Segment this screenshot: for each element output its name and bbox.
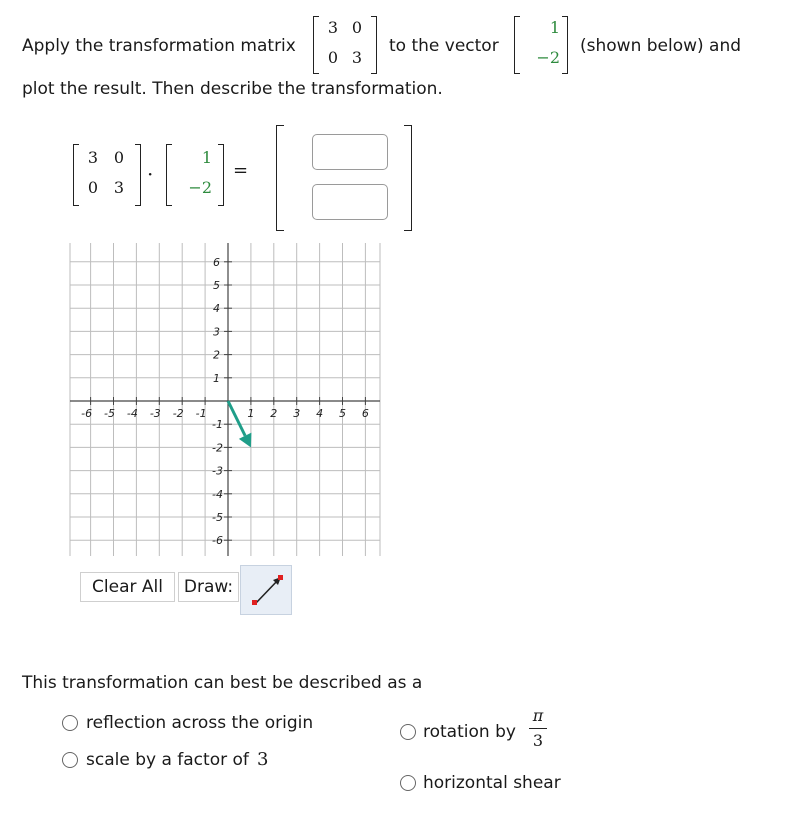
rotation-denominator: 3: [532, 731, 544, 750]
option-rotation[interactable]: [400, 706, 570, 762]
question-vector: [514, 16, 568, 74]
answer-x-input[interactable]: [312, 134, 388, 170]
option-rotation-label: rotation by: [423, 722, 516, 742]
x-tick-label: -4: [126, 407, 138, 420]
y-tick-label: -4: [212, 487, 223, 501]
option-reflection[interactable]: [62, 713, 362, 735]
radio-reflection[interactable]: [62, 715, 78, 731]
y-tick-label: -2: [212, 441, 223, 455]
option-shear[interactable]: [400, 773, 590, 795]
x-tick-label: 2: [270, 407, 278, 420]
eq-matrix-b: 0: [113, 148, 125, 167]
axes: [70, 243, 380, 556]
dot-operator: ·: [147, 162, 154, 186]
x-tick-label: 5: [339, 407, 346, 420]
radio-rotation[interactable]: [400, 724, 416, 740]
x-tick-label: -1: [195, 407, 207, 420]
draw-label: Draw:: [178, 572, 239, 602]
option-scale[interactable]: [62, 750, 322, 772]
question-to-vector: to the vector: [389, 36, 499, 56]
question-shown-below: (shown below) and: [580, 36, 742, 56]
question-matrix: [313, 16, 377, 74]
matrix-a: 3: [327, 18, 339, 37]
answer-vector: [276, 125, 412, 231]
eq-matrix-d: 3: [113, 178, 125, 197]
radio-scale[interactable]: [62, 752, 78, 768]
equals-sign: =: [233, 160, 249, 181]
question-intro: Apply the transformation matrix: [22, 36, 296, 56]
eq-vector-x: 1: [201, 148, 212, 167]
y-tick-label: -5: [212, 511, 223, 524]
matrix-d: 3: [351, 48, 363, 67]
question-line2: plot the result. Then describe the transformation.: [22, 79, 443, 99]
eq-vector-y: −2: [188, 178, 212, 197]
y-tick-label: 4: [213, 302, 220, 316]
y-tick-label: 5: [213, 279, 220, 292]
x-tick-label: 4: [316, 407, 324, 420]
option-scale-factor: 3: [257, 749, 269, 770]
y-tick-label: -6: [212, 534, 223, 548]
y-tick-label: 3: [213, 325, 220, 339]
vector-tool-icon: [241, 566, 293, 616]
y-tick-label: -3: [212, 464, 223, 478]
x-tick-label: 3: [293, 407, 301, 420]
x-tick-label: 1: [247, 407, 255, 420]
vector-arrow-shaft: [228, 401, 245, 436]
y-tick-label: 1: [213, 371, 220, 385]
y-tick-label: 6: [213, 255, 220, 269]
option-reflection-label: reflection across the origin: [86, 713, 314, 733]
description-prompt: This transformation can best be described as a: [22, 673, 423, 693]
x-tick-label: -5: [104, 407, 115, 420]
rotation-fraction: [528, 706, 548, 751]
x-tick-label: -2: [172, 407, 184, 420]
x-tick-label: -6: [81, 407, 93, 420]
answer-y-input[interactable]: [312, 184, 388, 220]
equation-vector: [166, 144, 224, 206]
grid-lines: [70, 243, 380, 556]
x-tick-label: -3: [149, 407, 161, 420]
matrix-c: 0: [327, 48, 339, 67]
matrix-b: 0: [351, 18, 363, 37]
eq-matrix-a: 3: [87, 148, 99, 167]
eq-matrix-c: 0: [87, 178, 99, 197]
x-tick-label: 6: [361, 407, 369, 420]
radio-shear[interactable]: [400, 775, 416, 791]
equation-matrix: [73, 144, 141, 206]
option-shear-label: horizontal shear: [423, 773, 561, 793]
vector-x: 1: [549, 18, 560, 37]
clear-all-button[interactable]: Clear All: [80, 572, 175, 602]
option-scale-label: scale by a factor of: [86, 750, 249, 770]
coordinate-graph[interactable]: [60, 242, 390, 560]
y-tick-label: 2: [213, 348, 220, 362]
vector-draw-tool[interactable]: [240, 565, 292, 615]
vector-y: −2: [536, 48, 560, 67]
rotation-numerator: π: [532, 706, 544, 725]
y-tick-label: -1: [212, 418, 223, 432]
